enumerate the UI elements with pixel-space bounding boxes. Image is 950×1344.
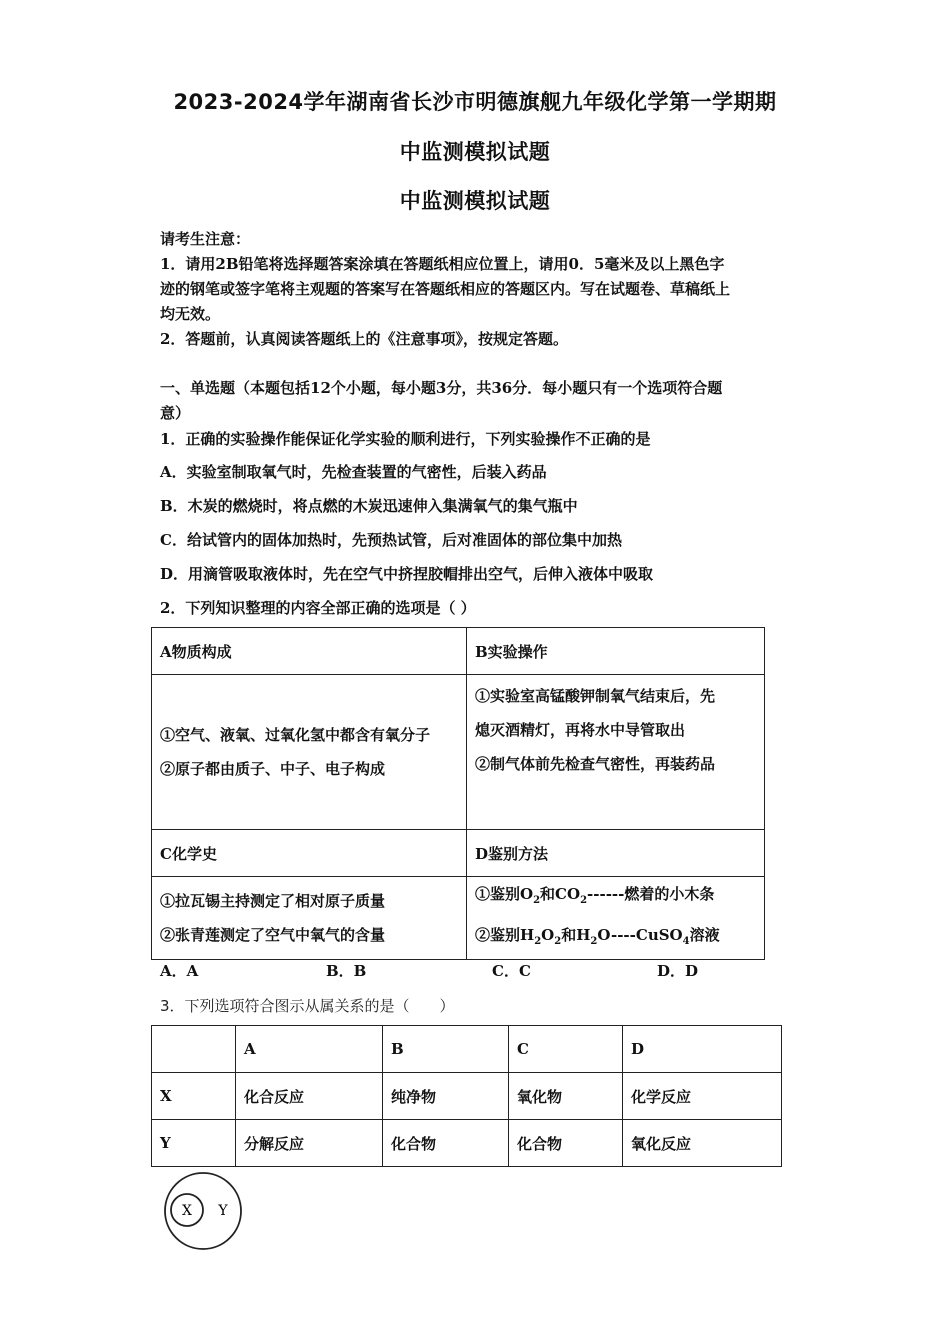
q3-header-b: B [383, 1026, 509, 1073]
q3-row-x-d: 化学反应 [623, 1073, 782, 1120]
q2-a-line1: ①空气、液氧、过氧化氢中都含有氧分子 [160, 726, 431, 744]
q2-answer-d: D．D [657, 962, 699, 980]
q3-row-y-a: 分解反应 [236, 1120, 383, 1167]
q3-row-y-c: 化合物 [509, 1120, 623, 1167]
notice-item1-line3: 均无效。 [160, 305, 221, 323]
q2-cell-d-header: D鉴别方法 [467, 830, 765, 877]
q2-c-line1: ①拉瓦锡主持测定了相对原子质量 [160, 892, 386, 910]
q2-answer-b: B．B [326, 962, 367, 980]
q2-cell-b-body [467, 675, 765, 830]
q2-answer-a: A．A [160, 962, 199, 980]
diagram-label-x: X [182, 1203, 192, 1219]
q1-option-a: A．实验室制取氧气时，先检查装置的气密性，后装入药品 [160, 463, 547, 481]
q1-option-b: B．木炭的燃烧时，将点燃的木炭迅速伸入集满氧气的集气瓶中 [160, 497, 578, 515]
q3-row-x-a: 化合反应 [236, 1073, 383, 1120]
q3-header-d: D [623, 1026, 782, 1073]
q2-cell-a-header: A物质构成 [152, 628, 467, 675]
q1-option-d: D．用滴管吸取液体时，先在空气中挤捏胶帽排出空气，后伸入液体中吸取 [160, 565, 654, 583]
notice-heading: 请考生注意： [160, 230, 251, 248]
q3-header-c: C [509, 1026, 623, 1073]
q2-answer-c: C．C [492, 962, 531, 980]
q2-cell-c-header: C化学史 [152, 830, 467, 877]
q2-stem: 2．下列知识整理的内容全部正确的选项是（ ） [160, 599, 476, 617]
q3-header-a: A [236, 1026, 383, 1073]
q1-option-c: C．给试管内的固体加热时，先预热试管，后对准固体的部位集中加热 [160, 531, 622, 549]
q2-knowledge-table [151, 627, 765, 960]
notice-item1-line1: 1．请用2B铅笔将选择题答案涂填在答题纸相应位置上，请用0．5毫米及以上黑色字 [160, 255, 725, 273]
q3-stem: 3．下列选项符合图示从属关系的是（ ） [160, 997, 455, 1015]
q2-d-line2: ②鉴别$H_2O_2$和$H_2O----CuSO_4$溶液 [475, 926, 720, 947]
exam-title-line1: 2023-2024学年湖南省长沙市明德旗舰九年级化学第一学期期 [173, 90, 777, 114]
section1-heading-line1: 一、单选题（本题包括12个小题，每小题3分，共36分．每小题只有一个选项符合题 [160, 379, 723, 397]
q2-b-line1: ①实验室高锰酸钾制氧气结束后，先 [475, 687, 716, 705]
q2-c-line2: ②张青莲测定了空气中氧气的含量 [160, 926, 386, 944]
notice-item1-line2: 迹的钢笔或签字笔将主观题的答案写在答题纸相应的答题区内。写在试题卷、草稿纸上 [160, 280, 731, 298]
q2-b-line2: 熄灭酒精灯，再将水中导管取出 [475, 721, 686, 739]
q2-d-line1: ①鉴别$O_2$和$CO_2------$燃着的小木条 [475, 885, 715, 906]
q3-venn-diagram [160, 1170, 246, 1252]
q2-b-line3: ②制气体前先检查气密性，再装药品 [475, 755, 716, 773]
notice-item2: 2．答题前，认真阅读答题纸上的《注意事项》，按规定答题。 [160, 330, 568, 348]
q2-cell-b-header: B实验操作 [467, 628, 765, 675]
exam-title-line3: 中监测模拟试题 [399, 189, 551, 213]
q3-row-y-label: Y [152, 1120, 236, 1167]
q3-header-blank [152, 1026, 236, 1073]
q3-row-y-d: 氧化反应 [623, 1120, 782, 1167]
q2-cell-c-body [152, 877, 467, 960]
q2-cell-a-body [152, 675, 467, 830]
q3-row-x-label: X [152, 1073, 236, 1120]
q3-row-y-b: 化合物 [383, 1120, 509, 1167]
diagram-label-y: Y [218, 1203, 228, 1219]
q2-a-line2: ②原子都由质子、中子、电子构成 [160, 760, 386, 778]
q3-relation-table [151, 1025, 782, 1167]
q1-stem: 1．正确的实验操作能保证化学实验的顺利进行，下列实验操作不正确的是 [160, 430, 651, 448]
exam-title-line2: 中监测模拟试题 [399, 140, 551, 164]
q3-row-x-b: 纯净物 [383, 1073, 509, 1120]
q2-cell-d-body [467, 877, 765, 960]
q3-row-x-c: 氧化物 [509, 1073, 623, 1120]
section1-heading-line2: 意） [160, 404, 191, 422]
